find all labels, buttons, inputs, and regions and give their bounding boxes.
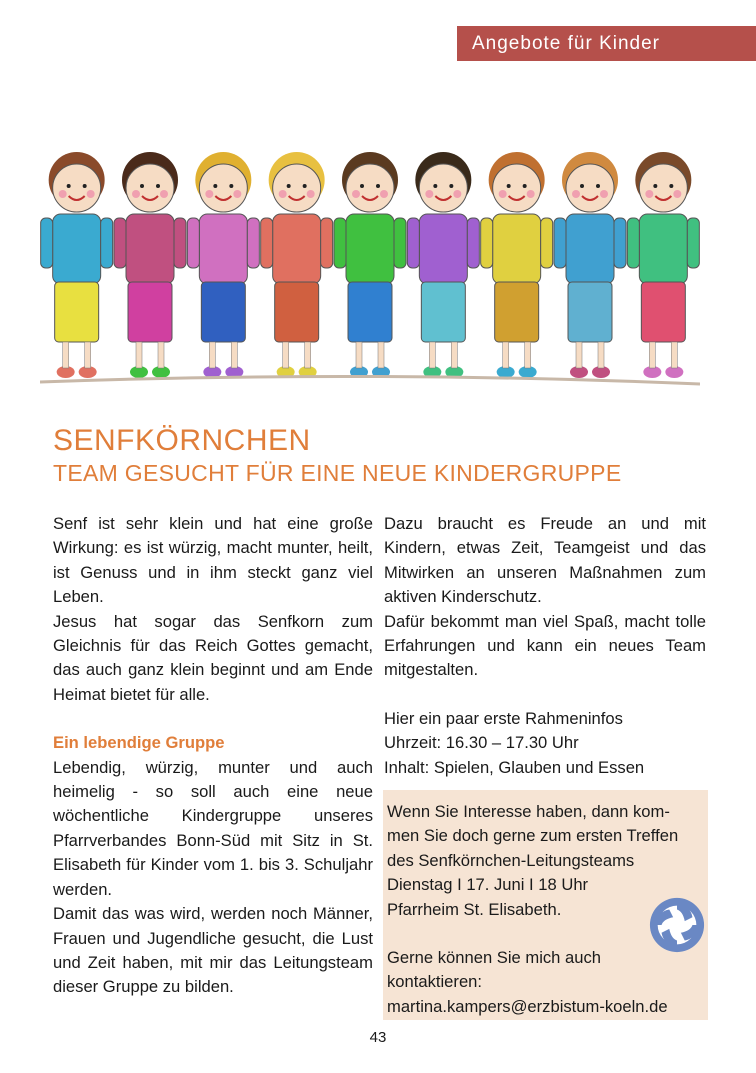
meeting-date: Dienstag I 17. Juni I 18 Uhr — [387, 875, 589, 895]
info-intro: Hier ein paar erste Rahmeninfos — [384, 708, 623, 728]
section-subhead: Ein lebendige Gruppe — [53, 733, 225, 753]
paragraph: Damit das was wird, werden noch Männer, Frauen und Jugendliche gesucht, die Lust und Zeit haben, mit mir das Leitungsteam dieser Gruppe zu bilden. — [53, 904, 373, 997]
contact-line: Wenn Sie Interesse haben, dann kom- — [387, 802, 670, 821]
paragraph: Dafür bekommt man viel Spaß, macht tolle Erfahrungen und kann ein neues Team mitgestalten. — [384, 611, 706, 680]
right-column — [384, 512, 706, 780]
paragraph: Dazu braucht es Freude an und mit Kindern, etwas Zeit, Teamgeist und das Mitwirken an unseren Maßnahmen zum aktiven Kinderschutz. — [384, 514, 706, 607]
hands-circle-logo-icon — [648, 896, 706, 954]
paragraph: Lebendig, würzig, munter und auch heimelig - so soll auch eine neue wöchentliche Kindergruppe unseres Pfarrverbandes Bonn-Süd mit Sitz in St. Elisabeth für Kinder vom 1. bis 3. Schuljahr werden. — [53, 757, 373, 899]
children-drawing-illustration — [40, 120, 700, 400]
contact-line: kontaktieren: — [387, 972, 483, 992]
contact-line: Gerne können Sie mich auch — [387, 948, 602, 968]
article-title: SENFKÖRNCHEN — [53, 424, 311, 457]
left-column — [53, 512, 373, 1000]
info-time: Uhrzeit: 16.30 – 17.30 Uhr — [384, 733, 579, 753]
contact-line: des Senfkörnchen-Leitungsteams — [387, 850, 635, 870]
contact-email-link[interactable]: martina.kampers@erzbistum-koeln.de — [387, 996, 668, 1016]
paragraph: Jesus hat sogar das Senfkorn zum Gleichnis für das Reich Gottes gemacht, das auch ganz klein beginnt und am Ende Heimat bietet für alle. — [53, 611, 373, 704]
paragraph: Senf ist sehr klein und hat eine große Wirkung: es ist würzig, macht munter, heilt, ist Genuss und in ihm steckt ganz viel Leben. — [53, 514, 373, 607]
section-tag: Angebote für Kinder — [457, 26, 756, 61]
info-content: Inhalt: Spielen, Glauben und Essen — [384, 757, 645, 777]
contact-line: men Sie doch gerne zum ersten Treffen — [387, 826, 679, 846]
page-number: 43 — [369, 1029, 387, 1046]
meeting-place: Pfarrheim St. Elisabeth. — [387, 899, 562, 919]
article-subtitle: TEAM GESUCHT FÜR EINE NEUE KINDERGRUPPE — [53, 460, 622, 486]
